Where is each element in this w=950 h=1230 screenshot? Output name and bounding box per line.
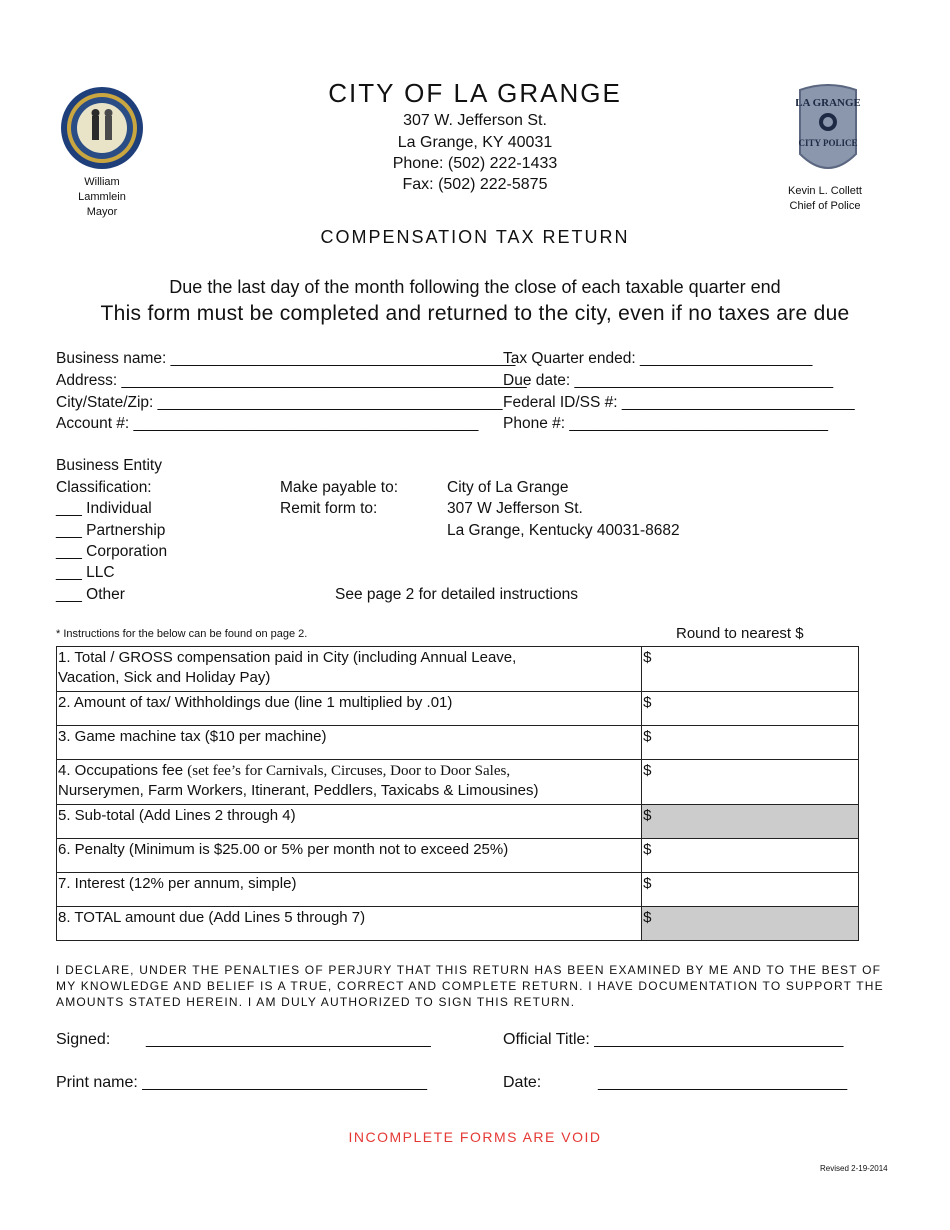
address-field[interactable]: Address: _______________________________________________ <box>56 372 527 389</box>
revision-date: Revised 2-19-2014 <box>820 1164 888 1173</box>
date-label: Date: <box>503 1074 542 1091</box>
line-2-description: 2. Amount of tax/ Withholdings due (line 1 multiplied by .01) <box>57 692 642 726</box>
federal-id-field[interactable]: Federal ID/SS #: ___________________________ <box>503 394 855 411</box>
city-state-zip-field[interactable]: City/State/Zip: ________________________________________ <box>56 394 503 411</box>
table-row <box>57 805 859 839</box>
entity-option-individual[interactable]: ___ Individual <box>56 500 152 517</box>
tax-lines-table <box>56 646 859 941</box>
table-row <box>57 873 859 907</box>
entity-heading-2: Classification: <box>56 479 152 496</box>
line-6-description: 6. Penalty (Minimum is $25.00 or 5% per month not to exceed 25%) <box>57 839 642 873</box>
must-complete-notice: This form must be completed and returned to the city, even if no taxes are due <box>100 302 850 325</box>
payee-name: City of La Grange <box>447 479 569 496</box>
badge-top-text: LA GRANGE <box>796 97 860 109</box>
line-4-text-c: Nurserymen, Farm Workers, Itinerant, Peddlers, Taxicabs & Limousines) <box>58 782 539 799</box>
currency-symbol: $ <box>643 728 652 745</box>
line-4-text-b: (set fee’s for Carnivals, Circuses, Door to Door Sales, <box>187 763 511 779</box>
address-phone: Phone: (502) 222-1433 <box>392 155 558 172</box>
account-field[interactable]: Account #: ________________________________________ <box>56 415 479 432</box>
due-notice: Due the last day of the month following the close of each taxable quarter end <box>169 277 781 297</box>
round-note: Round to nearest $ <box>676 625 804 642</box>
currency-symbol: $ <box>643 841 652 858</box>
phone-field[interactable]: Phone #: ______________________________ <box>503 415 828 432</box>
void-warning: INCOMPLETE FORMS ARE VOID <box>348 1129 602 1145</box>
entity-option-partnership[interactable]: ___ Partnership <box>56 522 166 539</box>
line-4-description <box>57 760 642 805</box>
address-street: 307 W. Jefferson St. <box>403 112 547 129</box>
entity-heading-1: Business Entity <box>56 457 162 474</box>
payable-label: Make payable to: <box>280 479 399 496</box>
line-4-amount-input[interactable] <box>642 760 859 805</box>
line-3-amount-input[interactable] <box>642 726 859 760</box>
line-2-amount-input[interactable] <box>642 692 859 726</box>
official-title-field[interactable]: Official Title: ____________________________ <box>503 1031 844 1048</box>
address-fax: Fax: (502) 222-5875 <box>402 176 548 193</box>
print-name-field[interactable]: Print name: ________________________________ <box>56 1074 428 1091</box>
line-6-amount-input[interactable] <box>642 839 859 873</box>
see-page-note: See page 2 for detailed instructions <box>335 586 578 603</box>
remit-street: 307 W Jefferson St. <box>447 500 583 517</box>
form-title: COMPENSATION TAX RETURN <box>320 227 630 247</box>
declaration-text: I DECLARE, UNDER THE PENALTIES OF PERJURY THAT THIS RETURN HAS BEEN EXAMINED BY ME AND TO THE BEST OF MY KNOWLEDGE AND BELIEF IS A TRUE, CORRECT AND COMPLETE RETURN. I HAVE DOCUMENTATION TO SUPPORT THE AMOUNTS STATED HEREIN. I AM DULY AUTHORIZED TO SIGN THIS RETURN. <box>56 963 884 1009</box>
mayor-title: Mayor <box>86 206 118 218</box>
address-city: La Grange, KY 40031 <box>397 134 553 151</box>
signed-label: Signed: <box>56 1031 111 1048</box>
city-title: CITY OF LA GRANGE <box>328 78 622 108</box>
due-date-field[interactable]: Due date: ______________________________ <box>503 372 834 389</box>
currency-symbol: $ <box>643 807 652 824</box>
entity-option-other[interactable]: ___ Other <box>56 586 125 603</box>
currency-symbol: $ <box>643 649 652 666</box>
line-8-amount-input[interactable] <box>642 907 859 941</box>
line-1-text-b: Vacation, Sick and Holiday Pay) <box>58 669 271 686</box>
mayor-name-first: William <box>84 176 120 188</box>
badge-mid-text: CITY POLICE <box>798 138 858 148</box>
date-line[interactable]: ____________________________ <box>598 1074 848 1091</box>
currency-symbol: $ <box>643 762 652 779</box>
line-8-description: 8. TOTAL amount due (Add Lines 5 through 7) <box>57 907 642 941</box>
mayor-name-last: Lammlein <box>78 191 126 203</box>
currency-symbol: $ <box>643 694 652 711</box>
entity-option-corporation[interactable]: ___ Corporation <box>56 543 168 560</box>
entity-option-llc[interactable]: ___ LLC <box>56 564 115 581</box>
chief-name: Kevin L. Collett <box>788 185 862 197</box>
line-4-text-a: 4. Occupations fee <box>58 762 188 779</box>
signed-line[interactable]: ________________________________ <box>146 1031 431 1048</box>
table-row <box>57 760 859 805</box>
tax-quarter-field[interactable]: Tax Quarter ended: ____________________ <box>503 350 813 367</box>
line-5-amount-input[interactable] <box>642 805 859 839</box>
remit-label: Remit form to: <box>280 500 378 517</box>
chief-title: Chief of Police <box>789 200 861 212</box>
line-7-amount-input[interactable] <box>642 873 859 907</box>
remit-city: La Grange, Kentucky 40031-8682 <box>447 522 680 539</box>
table-row <box>57 692 859 726</box>
instructions-note: * Instructions for the below can be found on page 2. <box>56 628 308 640</box>
table-row <box>57 907 859 941</box>
currency-symbol: $ <box>643 875 652 892</box>
line-3-description: 3. Game machine tax ($10 per machine) <box>57 726 642 760</box>
line-1-description <box>57 647 642 692</box>
table-row <box>57 839 859 873</box>
currency-symbol: $ <box>643 909 652 926</box>
line-7-description: 7. Interest (12% per annum, simple) <box>57 873 642 907</box>
line-1-amount-input[interactable] <box>642 647 859 692</box>
table-row <box>57 647 859 692</box>
line-1-text-a: 1. Total / GROSS compensation paid in City (including Annual Leave, <box>58 649 517 666</box>
business-name-field[interactable]: Business name: ________________________________________ <box>56 350 516 367</box>
table-row <box>57 726 859 760</box>
line-5-description: 5. Sub-total (Add Lines 2 through 4) <box>57 805 642 839</box>
